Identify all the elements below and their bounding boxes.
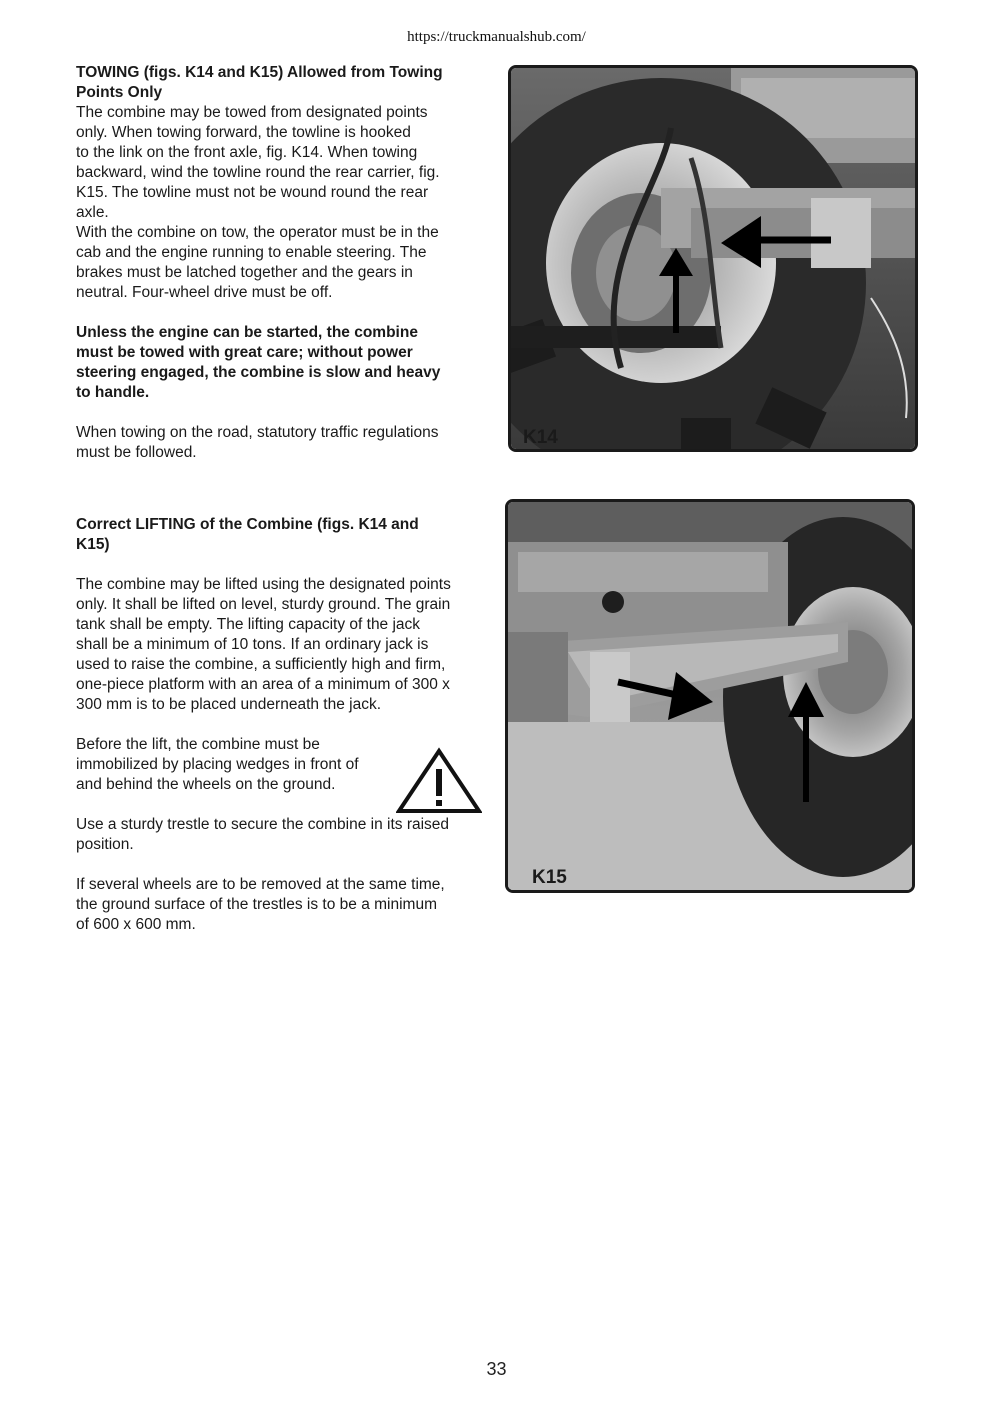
towing-para-1 — [76, 103, 486, 223]
line: 300 mm is to be placed underneath the jack. — [76, 696, 382, 713]
line: brakes must be latched together and the gears in — [76, 264, 413, 281]
warning-triangle-icon — [396, 747, 482, 815]
line: cab and the engine running to enable steering. The — [76, 244, 427, 261]
line: axle. — [76, 204, 109, 221]
line: With the combine on tow, the operator must be in the — [76, 224, 439, 241]
page-number: 33 — [486, 1359, 507, 1379]
line: to handle. — [76, 384, 150, 401]
line: shall be a minimum of 10 tons. If an ordinary jack is — [76, 636, 429, 653]
towing-para-2 — [76, 223, 486, 303]
line: one-piece platform with an area of a minimum of 300 x — [76, 676, 450, 693]
figure-k15-photo — [505, 499, 915, 893]
line: used to raise the combine, a sufficiently high and firm, — [76, 656, 446, 673]
line: Before the lift, the combine must be — [76, 736, 320, 753]
line: The combine may be lifted using the designated points — [76, 576, 451, 593]
line: The combine may be towed from designated points — [76, 104, 428, 121]
line: only. It shall be lifted on level, sturdy ground. The grain — [76, 596, 451, 613]
lifting-para-3 — [76, 815, 486, 855]
towing-section — [76, 63, 486, 463]
line: must be towed with great care; without power — [76, 344, 413, 361]
line: If several wheels are to be removed at the same time, — [76, 876, 445, 893]
line: must be followed. — [76, 444, 197, 461]
source-url[interactable]: https://truckmanualshub.com/ — [407, 29, 586, 45]
lifting-para-4 — [76, 875, 486, 935]
line: neutral. Four-wheel drive must be off. — [76, 284, 333, 301]
towing-warning — [76, 323, 486, 403]
towing-para-3 — [76, 423, 486, 463]
line: to the link on the front axle, fig. K14. When towing — [76, 144, 418, 161]
line: Correct LIFTING of the Combine (figs. K14 and — [76, 516, 419, 533]
line: When towing on the road, statutory traffic regulations — [76, 424, 439, 441]
towing-heading: TOWING (figs. K14 and K15) Allowed from Towing Points Only — [76, 64, 443, 101]
line: position. — [76, 836, 134, 853]
line: immobilized by placing wedges in front of — [76, 756, 359, 773]
line: Use a sturdy trestle to secure the combine in its raised — [76, 816, 450, 833]
figure-k14-label: K14 — [523, 427, 558, 448]
line: backward, wind the towline round the rear carrier, fig. — [76, 164, 440, 181]
line: K15. The towline must not be wound round the rear — [76, 184, 429, 201]
line: tank shall be empty. The lifting capacity of the jack — [76, 616, 421, 633]
figure-k14-photo — [508, 65, 918, 452]
line: steering engaged, the combine is slow and heavy — [76, 364, 441, 381]
line: of 600 x 600 mm. — [76, 916, 196, 933]
lifting-section — [76, 515, 486, 935]
figure-k15-label: K15 — [532, 867, 567, 888]
lifting-heading — [76, 515, 486, 555]
line: and behind the wheels on the ground. — [76, 776, 336, 793]
line: Unless the engine can be started, the combine — [76, 324, 418, 341]
line: the ground surface of the trestles is to be a minimum — [76, 896, 437, 913]
line: K15) — [76, 536, 110, 553]
lifting-para-1 — [76, 575, 486, 715]
line: only. When towing forward, the towline is hooked — [76, 124, 411, 141]
